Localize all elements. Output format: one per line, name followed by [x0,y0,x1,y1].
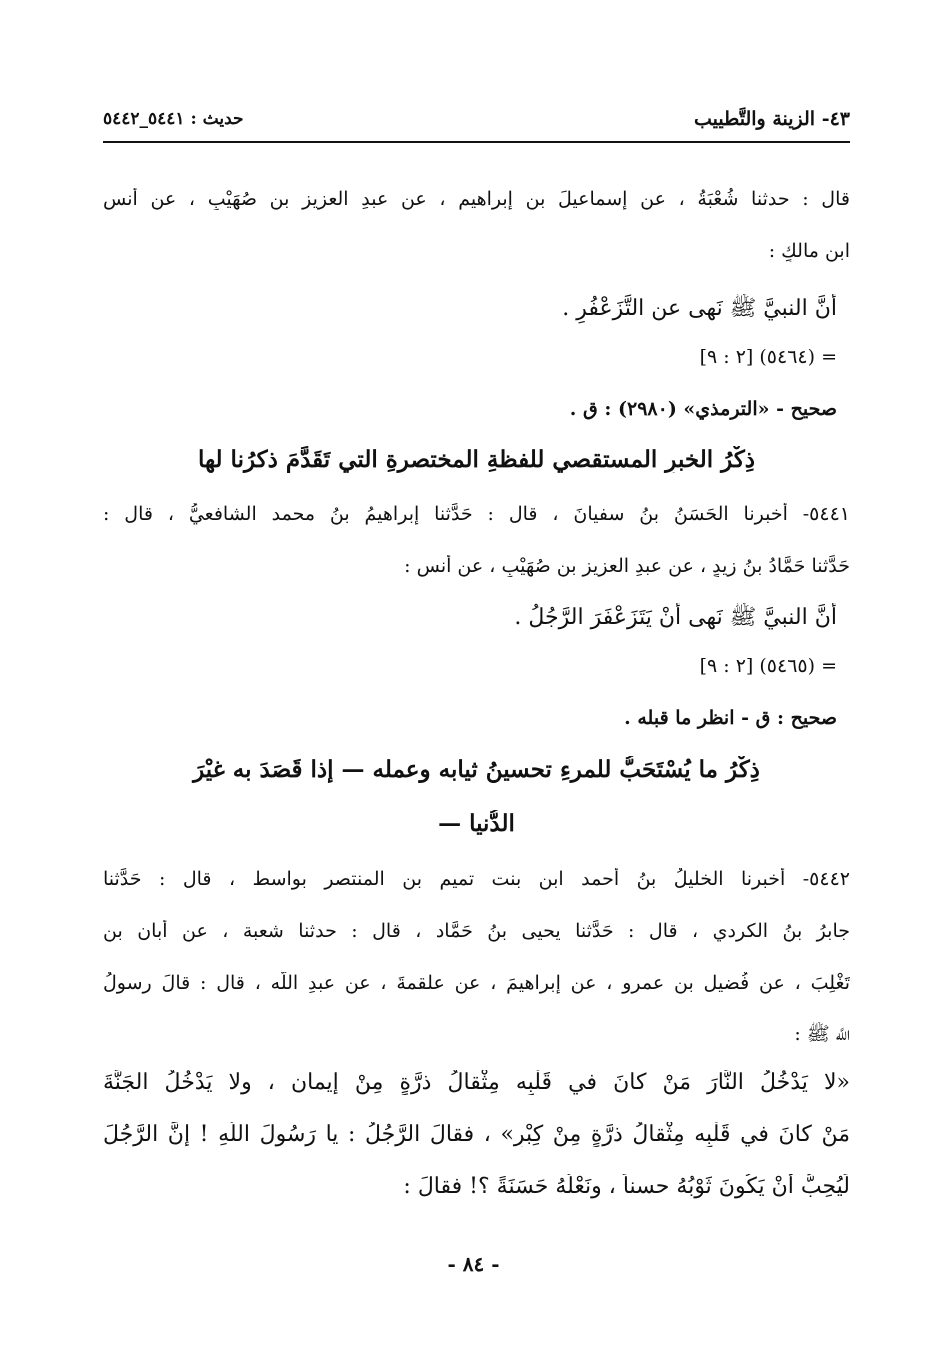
section-heading: ذِكْرُ ما يُسْتَحَبُّ للمرءِ تحسينُ ثيابه وعمله — إذا قَصَدَ به غيْرَ [193,756,760,783]
hadith-text: أنَّ النبيَّ ﷺ نَهى عن التَّزَعْفُرِ . [562,296,837,321]
section-heading: ذِكْرُ الخبرِ المستقصي للفظةِ المختصرةِ التي تَقَدَّمَ ذكرُنا لها [197,446,756,473]
hadith-range: حديث : ٥٤٤١_٥٤٤٢ [103,109,244,129]
text-line: اللَّه ﷺ : [794,1023,850,1045]
header-rule [103,141,850,143]
hadith-text: لَيُحِبُّ أنْ يَكُونَ ثَوْبُهُ حسناً ، ونَعْلُهُ حَسَنَةً ؟! فقالَ : [403,1174,850,1199]
grading-line: صحيح : ق - انظر ما قبله . [624,707,837,729]
hadith-text: أنَّ النبيَّ ﷺ نَهى أنْ يَتَزَعْفَرَ الرَّجُلُ . [514,605,837,630]
text-line: حَدَّثنا حَمَّادُ بنُ زيدٍ ، عن عبدِ العزيز بن صُهَيْبٍ ، عن أنسٍ : [404,555,850,577]
text-line: جابرُ بنُ الكردي ، قال : حَدَّثنا يحيى بنُ حَمَّاد ، قال : حدثنا شعبة ، عن أبان بن [103,920,850,942]
chapter-title: ٤٣- الزينة والتَّطييب [694,108,850,130]
page-number: - ٨٤ - [447,1252,500,1276]
text-line: قال : حدثنا شُعْبَةُ ، عن إسماعيلَ بنِ إبراهيم ، عن عبدِ العزيز بنِ صُهَيْبٍ ، عن أنس [103,188,850,210]
grading-line: صحيح - «الترمذي» (٢٩٨٠) : ق . [569,398,837,420]
text-line: تَغْلِبَ ، عن فُضيل بنِ عمرو ، عن إبراهيمَ ، عن علقمةَ ، عن عبدِ اللَّه ، قال : قالَ رسولُ [103,972,850,994]
reference-line: = (٥٤٦٤) [٢ : ٩] [699,346,837,368]
section-heading: الدُّنيا — [438,810,515,837]
text-line: ابنِ مالكٍ : [768,240,850,262]
hadith-text: مَنْ كانَ في قَلْبِه مِثْقالُ ذرَّةٍ مِنْ كِبْرٍ» ، فقالَ الرَّجُلُ : يا رَسُولَ اللَّهِ ! إنَّ الرَّجُلَ [103,1122,850,1147]
reference-line: = (٥٤٦٥) [٢ : ٩] [699,655,837,677]
text-line: ٥٤٤١- أخبرنا الحَسَنُ بنُ سفيانَ ، قال : حَدَّثنا إبراهيمُ بنُ محمد الشافعيُّ ، قال : [103,503,850,525]
hadith-text: «لا يَدْخُلُ النَّارَ مَنْ كانَ في قَلْبِه مِثْقالُ ذرَّةٍ مِنْ إيمان ، ولا يَدْخُلُ الجَنَّةَ [103,1070,850,1095]
text-line: ٥٤٤٢- أخبرنا الخليلُ بنُ أحمد ابن بنت تميم بنِ المنتصر بواسط ، قال : حَدَّثنا [103,868,850,890]
page-header [103,103,850,135]
